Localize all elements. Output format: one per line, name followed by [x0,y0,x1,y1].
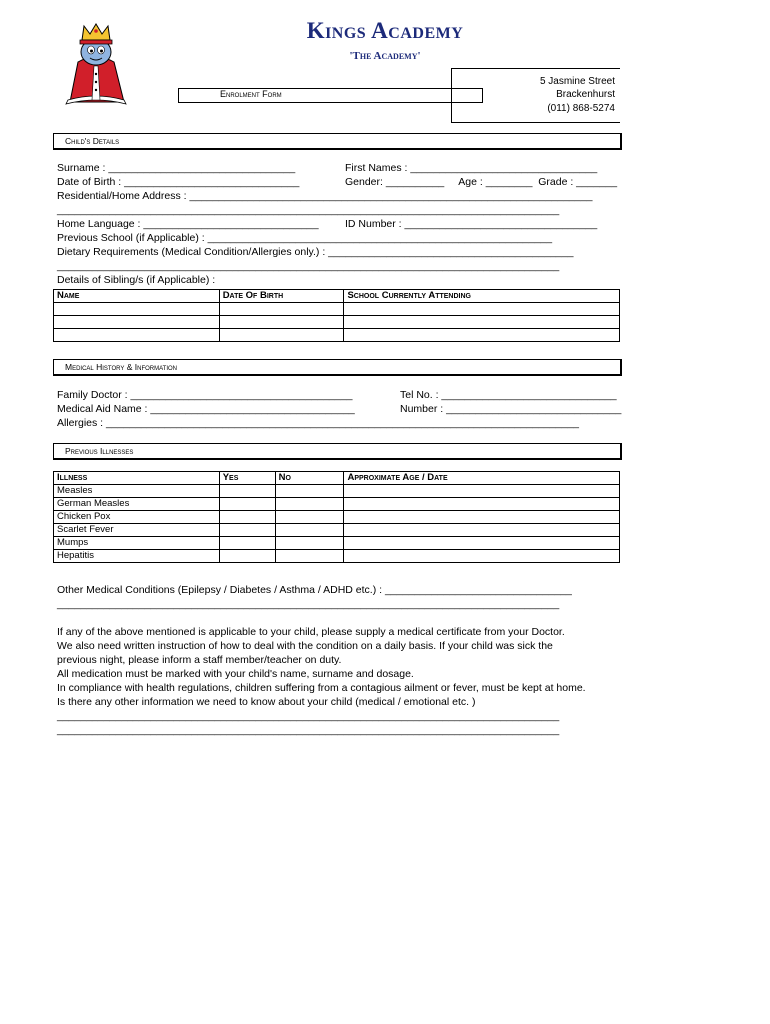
illness-name: German Measles [54,498,220,511]
table-header-row [54,472,620,485]
family-doctor-field[interactable]: Family Doctor : ______________________________________ [57,389,353,401]
no-cell[interactable] [275,550,344,563]
illness-name: Chicken Pox [54,511,220,524]
yes-cell[interactable] [219,511,275,524]
yes-cell[interactable] [219,498,275,511]
age-date-cell[interactable] [344,524,620,537]
age-date-cell[interactable] [344,537,620,550]
column-header-illness: Illness [54,472,220,485]
table-row [54,498,620,511]
surname-field[interactable]: Surname : ________________________________ [57,162,296,174]
illnesses-table [53,471,620,563]
note-line: previous night, please inform a staff member/teacher on duty. [57,654,342,666]
dob-field[interactable]: Date of Birth : ______________________________ [57,176,300,188]
address-field[interactable]: Residential/Home Address : _____________________________________________________________________ [57,190,593,202]
other-info-field-cont[interactable]: ______________________________________________________________________________________ [57,724,560,736]
section-bar-previous-illnesses [53,443,622,460]
column-header-dob: Date Of Birth [219,290,344,303]
table-row[interactable] [54,303,620,316]
illness-name: Mumps [54,537,220,550]
illness-name: Measles [54,485,220,498]
yes-cell[interactable] [219,537,275,550]
medical-aid-number-field[interactable]: Number : ______________________________ [400,403,622,415]
address-suburb: Brackenhurst [556,89,615,100]
note-line: If any of the above mentioned is applicable to your child, please supply a medical certificate from your Doctor. [57,626,565,638]
id-number-field[interactable]: ID Number : _________________________________ [345,218,598,230]
other-conditions-field-cont[interactable]: ______________________________________________________________________________________ [57,598,560,610]
section-heading-previous-illnesses: Previous Illnesses [65,446,134,456]
age-date-cell[interactable] [344,511,620,524]
illness-name: Scarlet Fever [54,524,220,537]
allergies-field[interactable]: Allergies : _________________________________________________________________________________ [57,417,580,429]
note-line: We also need written instruction of how to deal with the condition on a daily basis. If your child was sick the [57,640,553,652]
table-row [54,537,620,550]
section-heading-childs-details: Child's Details [65,136,120,146]
yes-cell[interactable] [219,485,275,498]
school-name: Kings Academy [306,18,464,43]
note-line: Is there any other information we need to know about your child (medical / emotional etc. ) [57,696,476,708]
age-date-cell[interactable] [344,498,620,511]
other-info-field[interactable]: ______________________________________________________________________________________ [57,710,560,722]
siblings-label: Details of Sibling/s (if Applicable) : [57,274,216,286]
address-field-cont[interactable]: ______________________________________________________________________________________ [57,204,560,216]
no-cell[interactable] [275,485,344,498]
no-cell[interactable] [275,524,344,537]
gender-age-grade-field[interactable]: Gender: __________ Age : ________ Grade : _______ [345,176,618,188]
tel-no-field[interactable]: Tel No. : ______________________________ [400,389,617,401]
section-heading-medical: Medical History & Information [65,362,178,372]
no-cell[interactable] [275,511,344,524]
yes-cell[interactable] [219,524,275,537]
king-mascot-logo [60,22,132,106]
column-header-yes: Yes [219,472,275,485]
address-phone: (011) 868-5274 [547,103,615,114]
no-cell[interactable] [275,498,344,511]
dietary-field-cont[interactable]: ______________________________________________________________________________________ [57,260,560,272]
column-header-school: School Currently Attending [344,290,620,303]
age-date-cell[interactable] [344,485,620,498]
table-row [54,485,620,498]
column-header-age-date: Approximate Age / Date [344,472,620,485]
note-line: All medication must be marked with your child's name, surname and dosage. [57,668,414,680]
illness-name: Hepatitis [54,550,220,563]
form-title: Enrolment Form [220,89,282,99]
other-conditions-field[interactable]: Other Medical Conditions (Epilepsy / Diabetes / Asthma / ADHD etc.) : ________________________________ [57,584,572,596]
table-row[interactable] [54,329,620,342]
table-row[interactable] [54,316,620,329]
no-cell[interactable] [275,537,344,550]
previous-school-field[interactable]: Previous School (if Applicable) : ___________________________________________________________ [57,232,553,244]
school-tagline: 'The Academy' [349,50,421,62]
table-row [54,511,620,524]
table-row [54,524,620,537]
table-header-row [54,290,620,303]
section-bar-childs-details [53,133,622,150]
medical-aid-field[interactable]: Medical Aid Name : ___________________________________ [57,403,355,415]
table-row [54,550,620,563]
siblings-table [53,289,620,342]
age-date-cell[interactable] [344,550,620,563]
column-header-name: Name [54,290,220,303]
dietary-field[interactable]: Dietary Requirements (Medical Condition/Allergies only.) : __________________________________________ [57,246,574,258]
first-names-field[interactable]: First Names : ________________________________ [345,162,598,174]
address-street: 5 Jasmine Street [539,76,615,87]
home-language-field[interactable]: Home Language : ______________________________ [57,218,319,230]
note-line: In compliance with health regulations, children suffering from a contagious ailment or fever, must be kept at home. [57,682,586,694]
column-header-no: No [275,472,344,485]
yes-cell[interactable] [219,550,275,563]
